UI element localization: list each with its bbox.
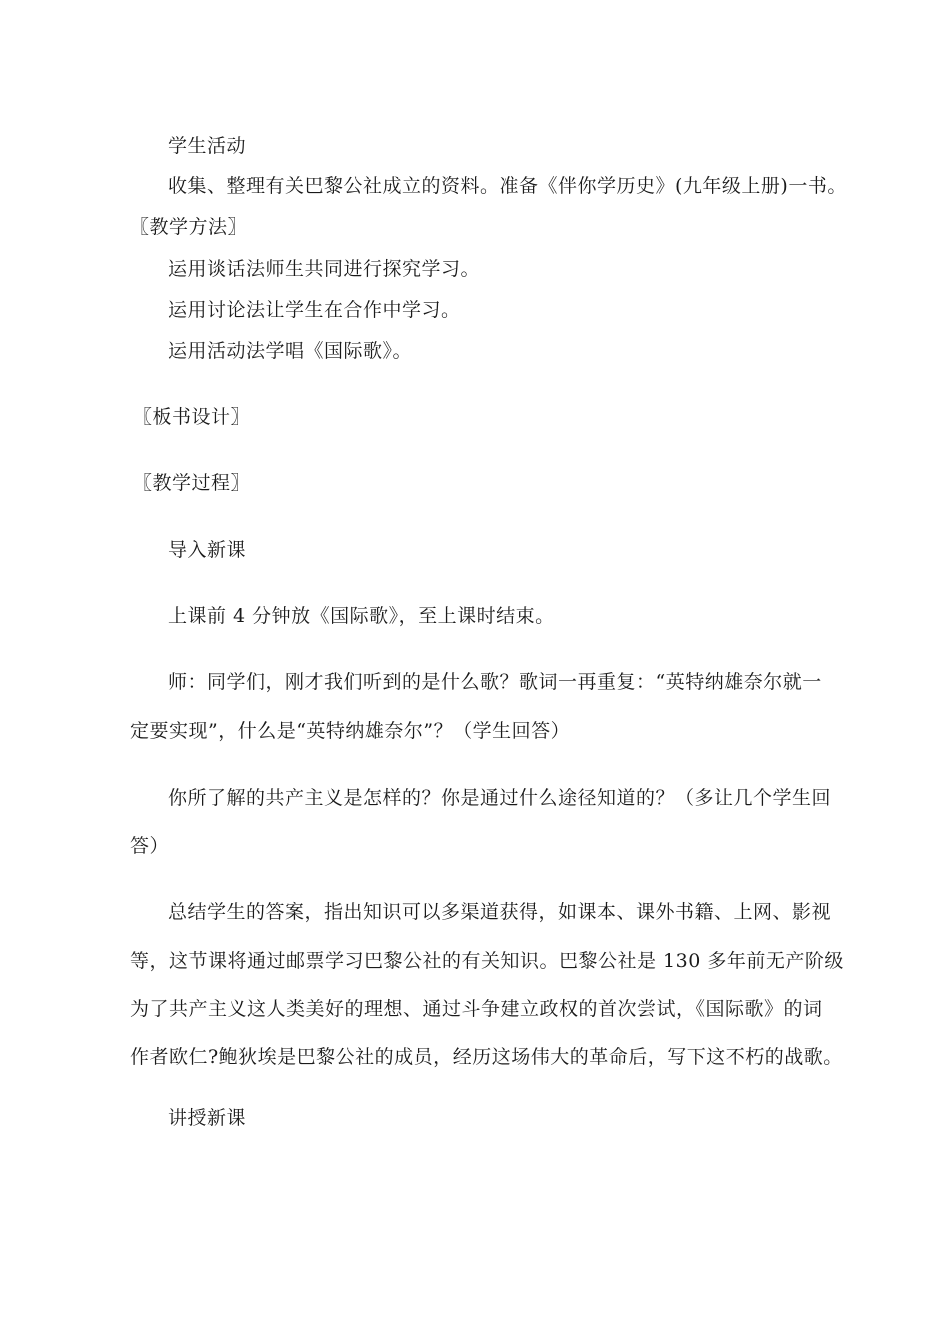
paragraph-intro-1: 上课前 4 分钟放《国际歌》，至上课时结束。: [168, 605, 555, 627]
paragraph-student-activity: 收集、整理有关巴黎公社成立的资料。准备《伴你学历史》(九年级上册)一书。: [168, 175, 847, 197]
heading-lesson-intro: 导入新课: [168, 539, 247, 561]
heading-new-lesson: 讲授新课: [168, 1107, 247, 1129]
paragraph-communism-question-line-1: 你所了解的共产主义是怎样的？你是通过什么途径知道的？（多让几个学生回: [168, 787, 832, 809]
method-item-3: 运用活动法学唱《国际歌》。: [168, 340, 413, 362]
paragraph-teacher-question-line-2: 定要实现”，什么是“英特纳雄奈尔”？（学生回答）: [130, 720, 571, 742]
section-teaching-method: 〖教学方法〗: [130, 216, 248, 238]
method-item-2: 运用讨论法让学生在合作中学习。: [168, 299, 461, 321]
section-teaching-process: 〖教学过程〗: [133, 472, 251, 494]
paragraph-summary-line-4: 作者欧仁?鲍狄埃是巴黎公社的成员，经历这场伟大的革命后，写下这不朽的战歌。: [130, 1046, 843, 1068]
paragraph-summary-line-3: 为了共产主义这人类美好的理想、通过斗争建立政权的首次尝试，《国际歌》的词: [130, 998, 823, 1020]
paragraph-teacher-question-line-1: 师：同学们，刚才我们听到的是什么歌？歌词一再重复：“英特纳雄奈尔就一: [168, 671, 822, 693]
paragraph-communism-question-line-2: 答）: [130, 835, 170, 857]
heading-student-activity: 学生活动: [168, 135, 247, 157]
section-board-design: 〖板书设计〗: [133, 406, 251, 428]
paragraph-summary-line-2: 等，这节课将通过邮票学习巴黎公社的有关知识。巴黎公社是 130 多年前无产阶级: [130, 950, 844, 972]
method-item-1: 运用谈话法师生共同进行探究学习。: [168, 258, 481, 280]
paragraph-summary-line-1: 总结学生的答案，指出知识可以多渠道获得，如课本、课外书籍、上网、影视: [168, 901, 832, 923]
